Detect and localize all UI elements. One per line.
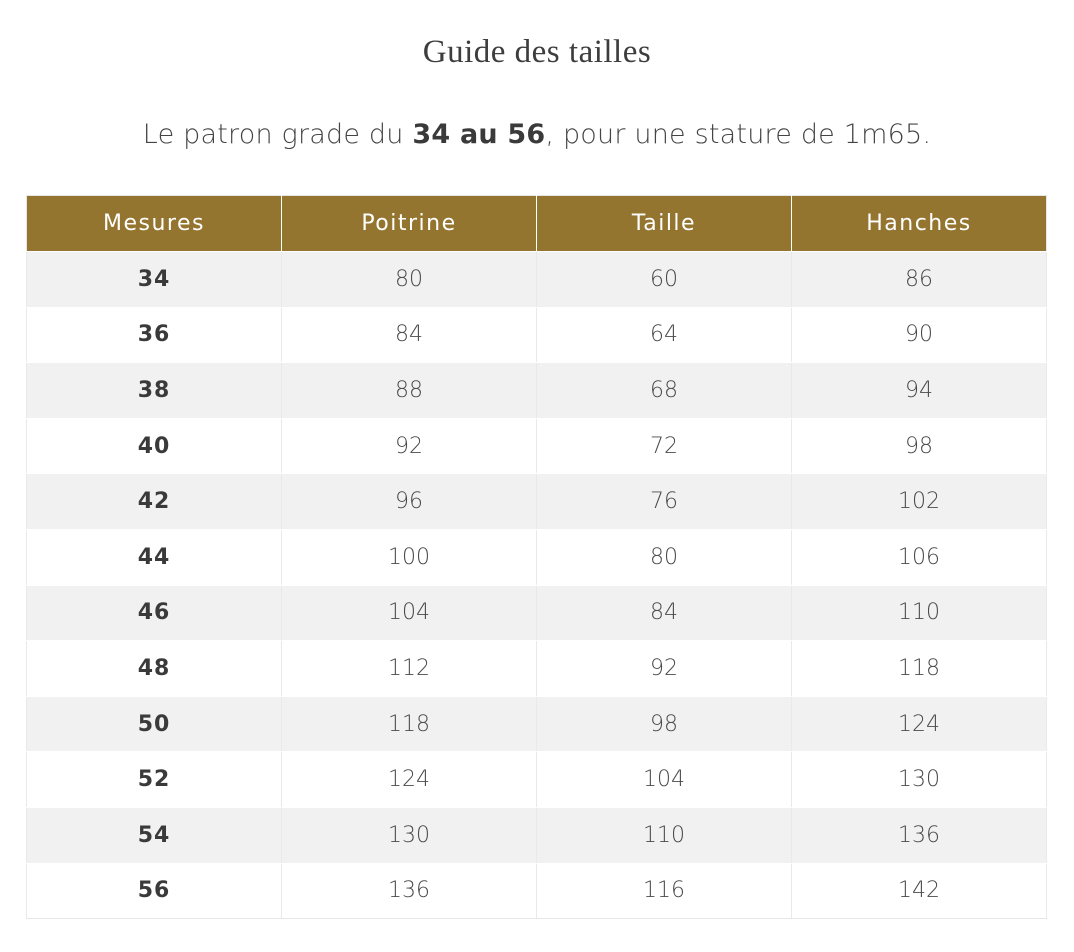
cell-hanches: 90 — [792, 307, 1047, 363]
cell-poitrine: 130 — [282, 807, 537, 863]
cell-taille: 98 — [537, 696, 792, 752]
table-row — [27, 585, 1047, 641]
cell-hanches: 142 — [792, 863, 1047, 919]
cell-size: 52 — [27, 752, 282, 808]
cell-taille: 60 — [537, 252, 792, 308]
table-header — [27, 196, 1047, 252]
cell-size: 50 — [27, 696, 282, 752]
cell-size: 44 — [27, 529, 282, 585]
cell-hanches: 106 — [792, 529, 1047, 585]
cell-size: 42 — [27, 474, 282, 530]
table-row — [27, 307, 1047, 363]
cell-taille: 76 — [537, 474, 792, 530]
table-row — [27, 696, 1047, 752]
cell-size: 48 — [27, 641, 282, 697]
table-row — [27, 863, 1047, 919]
table-body — [27, 252, 1047, 919]
cell-poitrine: 124 — [282, 752, 537, 808]
table-row — [27, 529, 1047, 585]
cell-size: 38 — [27, 363, 282, 419]
cell-poitrine: 100 — [282, 529, 537, 585]
table-row — [27, 418, 1047, 474]
cell-hanches: 124 — [792, 696, 1047, 752]
column-header-hanches: Hanches — [792, 196, 1047, 252]
column-header-poitrine: Poitrine — [282, 196, 537, 252]
cell-hanches: 110 — [792, 585, 1047, 641]
cell-poitrine: 136 — [282, 863, 537, 919]
table-row — [27, 807, 1047, 863]
cell-hanches: 86 — [792, 252, 1047, 308]
page-title: Guide des tailles — [422, 34, 652, 70]
cell-taille: 92 — [537, 641, 792, 697]
cell-hanches: 136 — [792, 807, 1047, 863]
cell-taille: 68 — [537, 363, 792, 419]
cell-poitrine: 80 — [282, 252, 537, 308]
column-header-taille: Taille — [537, 196, 792, 252]
subtitle-text-start: Le patron grade du — [142, 119, 413, 150]
cell-poitrine: 88 — [282, 363, 537, 419]
cell-poitrine: 84 — [282, 307, 537, 363]
cell-taille: 64 — [537, 307, 792, 363]
subtitle-size-from: 34 — [412, 119, 451, 150]
cell-size: 36 — [27, 307, 282, 363]
cell-poitrine: 118 — [282, 696, 537, 752]
size-chart-table — [26, 195, 1047, 919]
cell-size: 40 — [27, 418, 282, 474]
cell-hanches: 130 — [792, 752, 1047, 808]
table-header-row — [27, 196, 1047, 252]
cell-taille: 104 — [537, 752, 792, 808]
cell-size: 56 — [27, 863, 282, 919]
cell-hanches: 118 — [792, 641, 1047, 697]
cell-poitrine: 112 — [282, 641, 537, 697]
table-row — [27, 641, 1047, 697]
cell-hanches: 102 — [792, 474, 1047, 530]
subtitle-size-to: 56 — [507, 119, 546, 150]
cell-taille: 80 — [537, 529, 792, 585]
cell-taille: 110 — [537, 807, 792, 863]
cell-taille: 72 — [537, 418, 792, 474]
cell-size: 34 — [27, 252, 282, 308]
subtitle-size-connector: au — [450, 119, 508, 150]
subtitle-text-end: , pour une stature de 1m65. — [545, 119, 932, 150]
cell-hanches: 98 — [792, 418, 1047, 474]
cell-taille: 116 — [537, 863, 792, 919]
table-row — [27, 474, 1047, 530]
cell-size: 46 — [27, 585, 282, 641]
size-range-description — [0, 112, 1074, 158]
table-row — [27, 363, 1047, 419]
cell-poitrine: 104 — [282, 585, 537, 641]
column-header-mesures: Mesures — [27, 196, 282, 252]
cell-taille: 84 — [537, 585, 792, 641]
cell-size: 54 — [27, 807, 282, 863]
table-row — [27, 752, 1047, 808]
cell-poitrine: 96 — [282, 474, 537, 530]
cell-poitrine: 92 — [282, 418, 537, 474]
table-row — [27, 252, 1047, 308]
cell-hanches: 94 — [792, 363, 1047, 419]
